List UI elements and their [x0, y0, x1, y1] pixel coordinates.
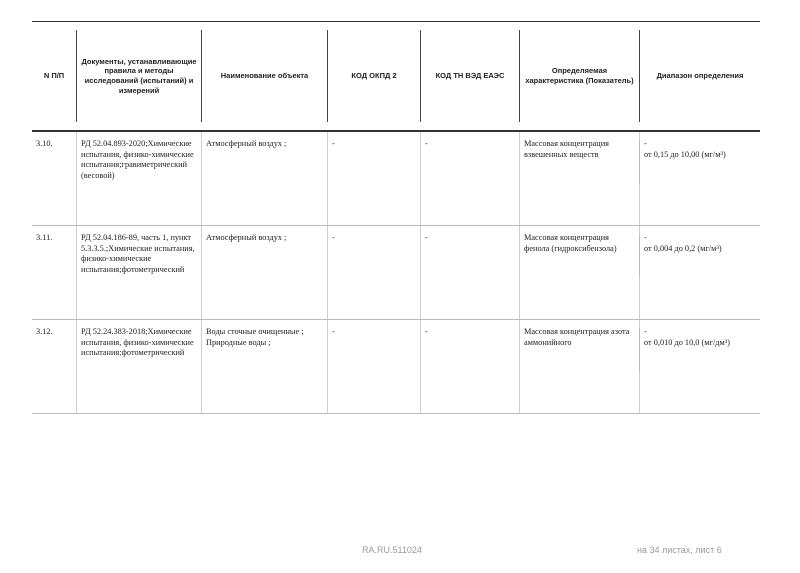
table-header	[32, 22, 760, 132]
table-row	[32, 226, 760, 320]
header-characteristic: Определяемая характеристика (Показатель)	[525, 66, 634, 85]
row-documents: РД 52.24.383-2018;Химические испытания, физико-химические испытания;фотометрический	[81, 327, 194, 358]
row-tnved: -	[425, 327, 428, 336]
row-okpd: -	[332, 327, 335, 336]
table-row	[32, 320, 760, 414]
row-characteristic: Массовая концентрация фенола (гидроксибензола)	[524, 233, 617, 253]
range-dash: -	[644, 233, 647, 242]
row-number: 3.10.	[36, 139, 53, 148]
table-row	[32, 132, 760, 226]
row-documents: РД 52.04.186-89, часть 1, пункт 5.3.3.5.;Химические испытания, физико-химические испытания;фотометрический	[81, 233, 195, 274]
row-characteristic: Массовая концентрация взвешенных веществ	[524, 139, 609, 159]
row-range	[640, 233, 760, 254]
header-range: Диапазон определения	[656, 71, 744, 81]
accreditation-scope-table	[32, 21, 760, 414]
row-characteristic: Массовая концентрация азота аммонийного	[524, 327, 630, 347]
header-documents: Документы, устанавливающие правила и методы исследований (испытаний) и измерений	[81, 56, 197, 95]
page-counter: на 34 листах, лист 6	[637, 545, 722, 555]
row-tnved: -	[425, 139, 428, 148]
range-value: от 0,15 до 10,00 (мг/м³)	[644, 149, 726, 159]
row-object: Воды сточные очищенные ; Природные воды ;	[206, 327, 304, 347]
row-range	[640, 139, 760, 160]
row-object: Атмосферный воздух ;	[206, 233, 287, 242]
row-object: Атмосферный воздух ;	[206, 139, 287, 148]
row-okpd: -	[332, 139, 335, 148]
range-dash: -	[644, 327, 647, 336]
header-object: Наименование объекта	[220, 71, 309, 81]
header-num: N П/П	[43, 71, 65, 81]
range-value: от 0,004 до 0,2 (мг/м³)	[644, 243, 722, 253]
registry-number: RA.RU.511024	[362, 545, 422, 555]
header-okpd: КОД ОКПД 2	[351, 71, 397, 81]
range-value: от 0,010 до 10,0 (мг/дм³)	[644, 337, 730, 347]
row-okpd: -	[332, 233, 335, 242]
row-documents: РД 52.04.893-2020;Химические испытания, физико-химические испытания;гравиметрический (весовой)	[81, 139, 194, 180]
row-number: 3.11.	[36, 233, 53, 242]
row-number: 3.12.	[36, 327, 53, 336]
row-tnved: -	[425, 233, 428, 242]
header-tnved: КОД ТН ВЭД ЕАЭС	[435, 71, 505, 81]
range-dash: -	[644, 139, 647, 148]
row-range	[640, 327, 760, 348]
